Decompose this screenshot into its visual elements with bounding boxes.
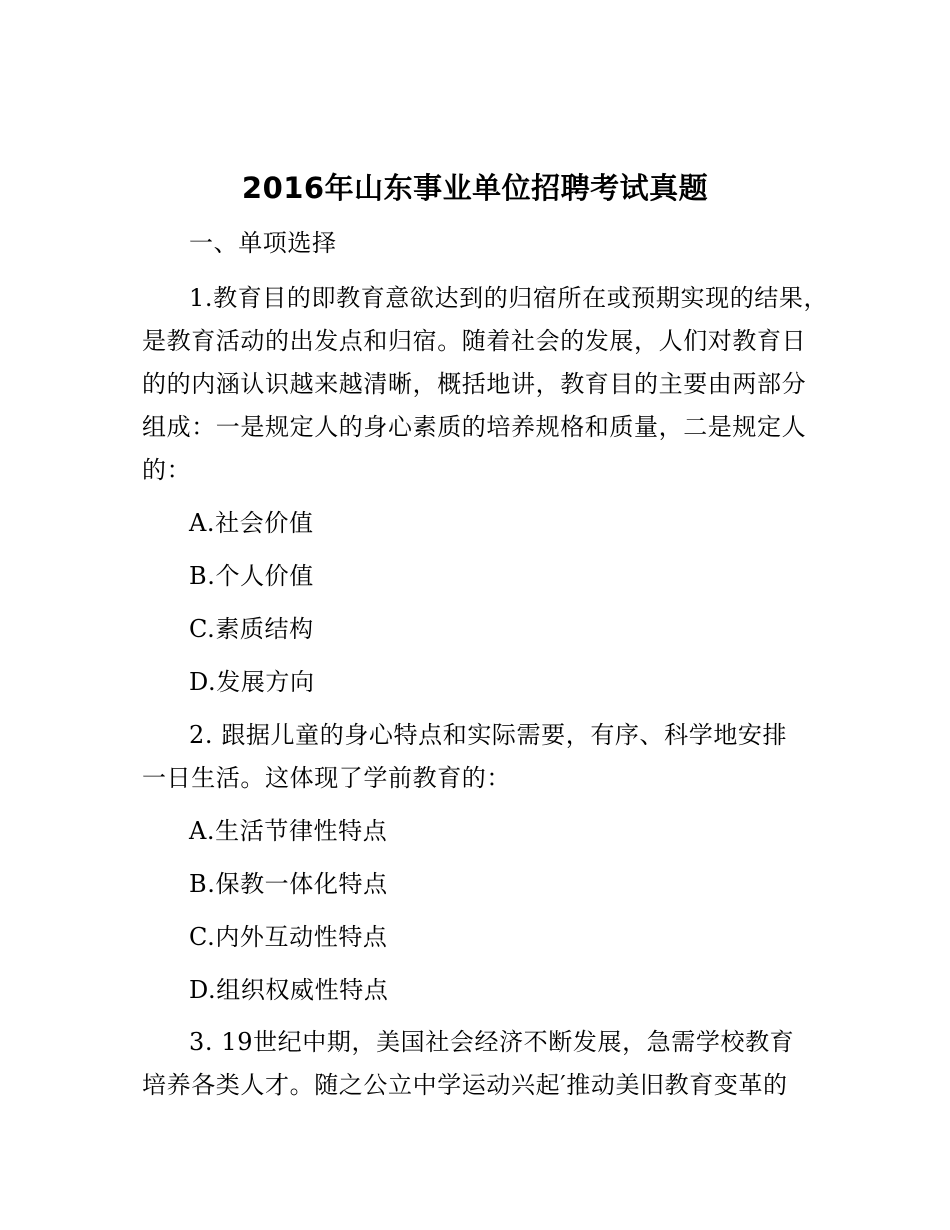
document-title: 2016年山东事业单位招聘考试真题 [241, 171, 709, 205]
question-1-option-a: A.社会价值 [189, 509, 314, 537]
question-2-option-d: D.组织权威性特点 [189, 976, 389, 1004]
question-1-line-3: 的的内涵认识越来越清晰，概括地讲，教育目的主要由两部分 [142, 370, 807, 398]
question-1-option-d: D.发展方向 [189, 668, 315, 696]
question-2-option-b: B.保教一体化特点 [189, 870, 388, 898]
question-1-option-b: B.个人价值 [189, 562, 314, 590]
question-1-line-4: 组成：一是规定人的身心素质的培养规格和质量，二是规定人 [142, 413, 807, 441]
question-1-line-2: 是教育活动的出发点和归宿。随着社会的发展，人们对教育日 [142, 327, 807, 355]
section-heading: 一、单项选择 [189, 229, 337, 257]
question-1-line-5: 的： [142, 456, 192, 484]
question-3-line-2: 培养各类人才。随之公立中学运动兴起′推动美旧教育变革的 [142, 1071, 788, 1099]
question-2-line-1: 2. 跟据儿童的身心特点和实际需要，有序、科学地安排 [189, 721, 788, 749]
question-2-option-c: C.内外互动性特点 [189, 923, 388, 951]
question-2-option-a: A.生活节律性特点 [189, 817, 388, 845]
question-3-line-1: 3. 19世纪中期，美国社会经济不断发展，急需学校教育 [189, 1028, 795, 1056]
question-1-line-1: 1.教育目的即教育意欲达到的归宿所在或预期实现的结果， [189, 284, 829, 312]
question-1-option-c: C.素质结构 [189, 615, 314, 643]
question-2-line-2: 一日生活。这体现了学前教育的： [142, 764, 511, 792]
